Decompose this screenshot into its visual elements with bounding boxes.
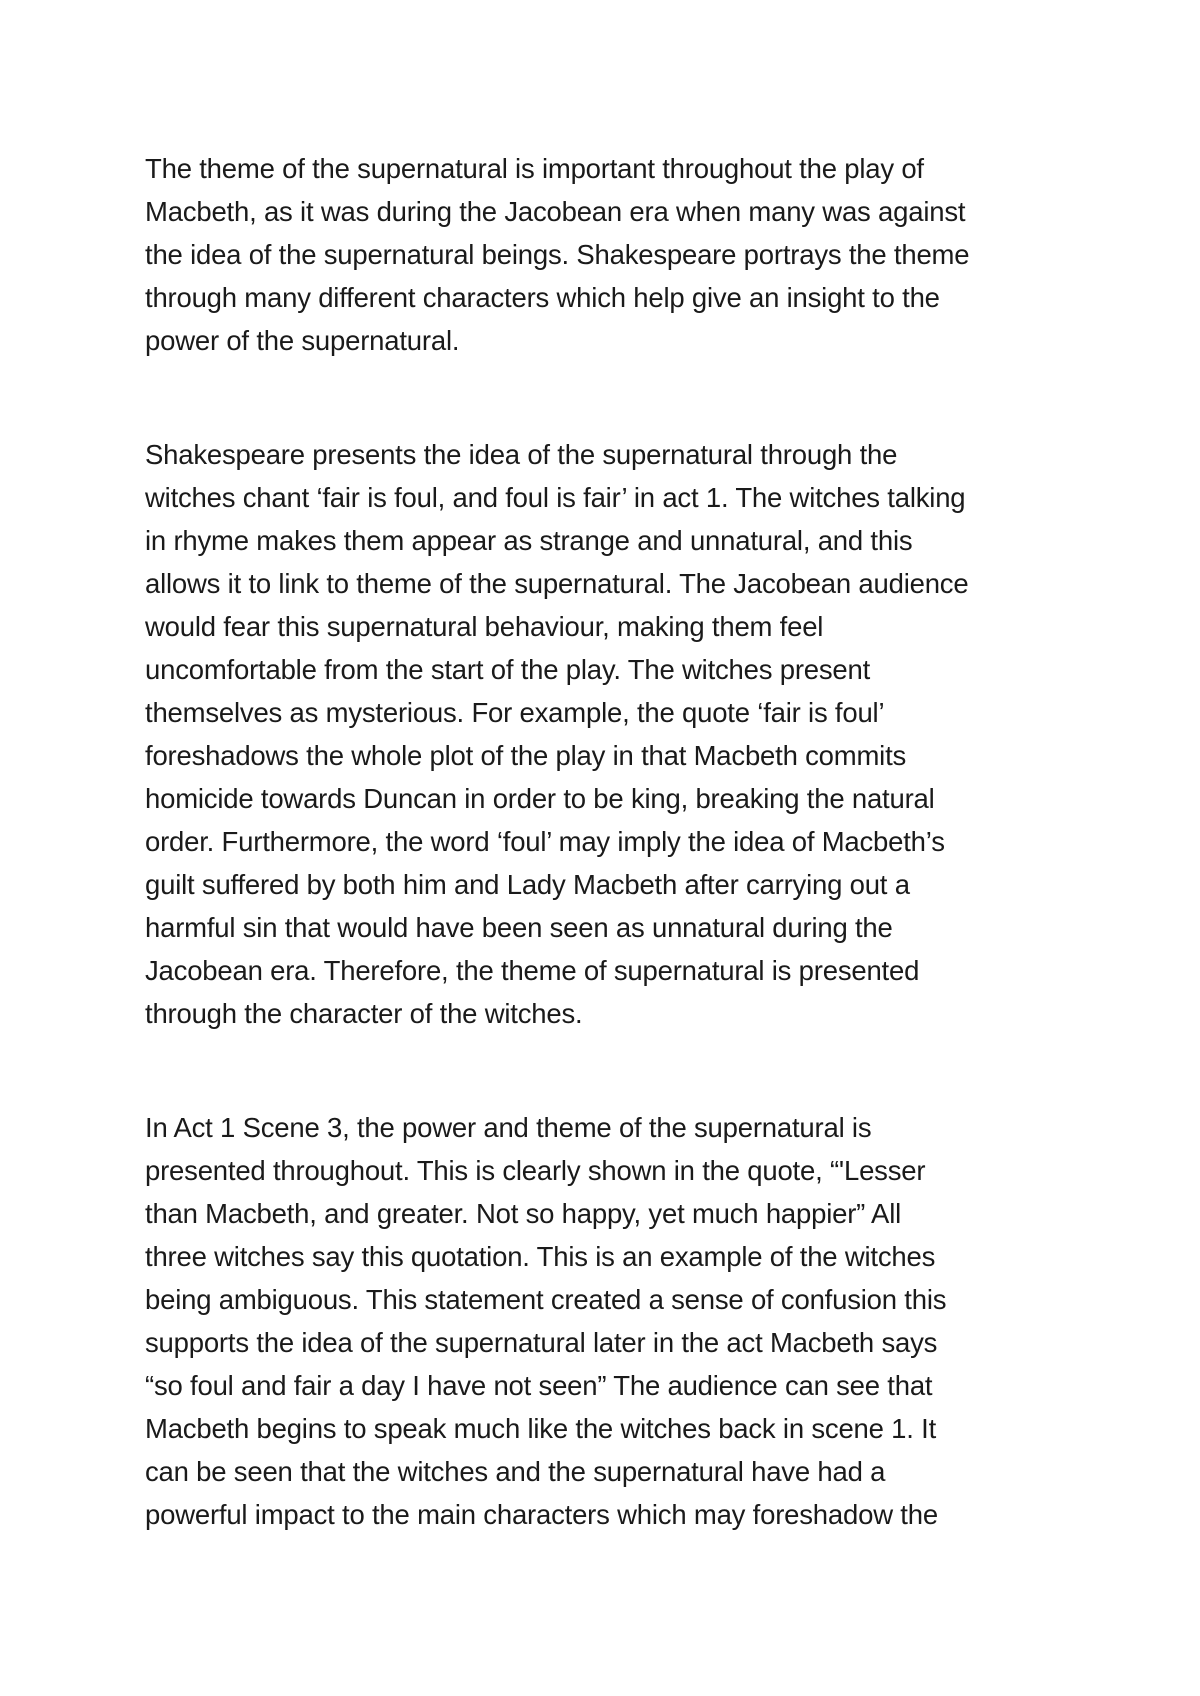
paragraph-line: order. Furthermore, the word ‘foul’ may imply the idea of Macbeth’s bbox=[145, 826, 945, 857]
paragraph-line: Jacobean era. Therefore, the theme of supernatural is presented bbox=[145, 955, 920, 986]
paragraph-line: Shakespeare presents the idea of the supernatural through the bbox=[145, 439, 898, 470]
paragraph-line: allows it to link to theme of the supernatural. The Jacobean audience bbox=[145, 568, 969, 599]
paragraph-line: guilt suffered by both him and Lady Macbeth after carrying out a bbox=[145, 869, 910, 900]
paragraph-line: through the character of the witches. bbox=[145, 998, 583, 1029]
paragraph-line: supports the idea of the supernatural later in the act Macbeth says bbox=[145, 1327, 938, 1358]
paragraph-line: The theme of the supernatural is important throughout the play of bbox=[145, 153, 924, 184]
paragraph-line: power of the supernatural. bbox=[145, 325, 460, 356]
paragraph-1 bbox=[145, 147, 1075, 362]
paragraph-line: powerful impact to the main characters which may foreshadow the bbox=[145, 1499, 938, 1530]
paragraph-line: “so foul and fair a day I have not seen” The audience can see that bbox=[145, 1370, 933, 1401]
paragraph-line: the idea of the supernatural beings. Shakespeare portrays the theme bbox=[145, 239, 970, 270]
paragraph-line: three witches say this quotation. This is an example of the witches bbox=[145, 1241, 936, 1272]
paragraph-line: can be seen that the witches and the supernatural have had a bbox=[145, 1456, 886, 1487]
paragraph-line: would fear this supernatural behaviour, making them feel bbox=[145, 611, 824, 642]
paragraph-3 bbox=[145, 1106, 1075, 1536]
paragraph-line: harmful sin that would have been seen as unnatural during the bbox=[145, 912, 893, 943]
paragraph-line: presented throughout. This is clearly shown in the quote, “'Lesser bbox=[145, 1155, 926, 1186]
paragraph-2 bbox=[145, 433, 1075, 1035]
paragraph-line: In Act 1 Scene 3, the power and theme of the supernatural is bbox=[145, 1112, 872, 1143]
paragraph-line: than Macbeth, and greater. Not so happy, yet much happier” All bbox=[145, 1198, 902, 1229]
paragraph-line: in rhyme makes them appear as strange and unnatural, and this bbox=[145, 525, 913, 556]
paragraph-line: witches chant ‘fair is foul, and foul is fair’ in act 1. The witches talking bbox=[145, 482, 966, 513]
paragraph-line: homicide towards Duncan in order to be king, breaking the natural bbox=[145, 783, 935, 814]
paragraph-line: foreshadows the whole plot of the play in that Macbeth commits bbox=[145, 740, 907, 771]
paragraph-line: uncomfortable from the start of the play. The witches present bbox=[145, 654, 871, 685]
paragraph-line: themselves as mysterious. For example, the quote ‘fair is foul’ bbox=[145, 697, 885, 728]
paragraph-line: being ambiguous. This statement created a sense of confusion this bbox=[145, 1284, 947, 1315]
paragraph-line: Macbeth begins to speak much like the witches back in scene 1. It bbox=[145, 1413, 937, 1444]
paragraph-line: Macbeth, as it was during the Jacobean era when many was against bbox=[145, 196, 966, 227]
paragraph-line: through many different characters which help give an insight to the bbox=[145, 282, 940, 313]
